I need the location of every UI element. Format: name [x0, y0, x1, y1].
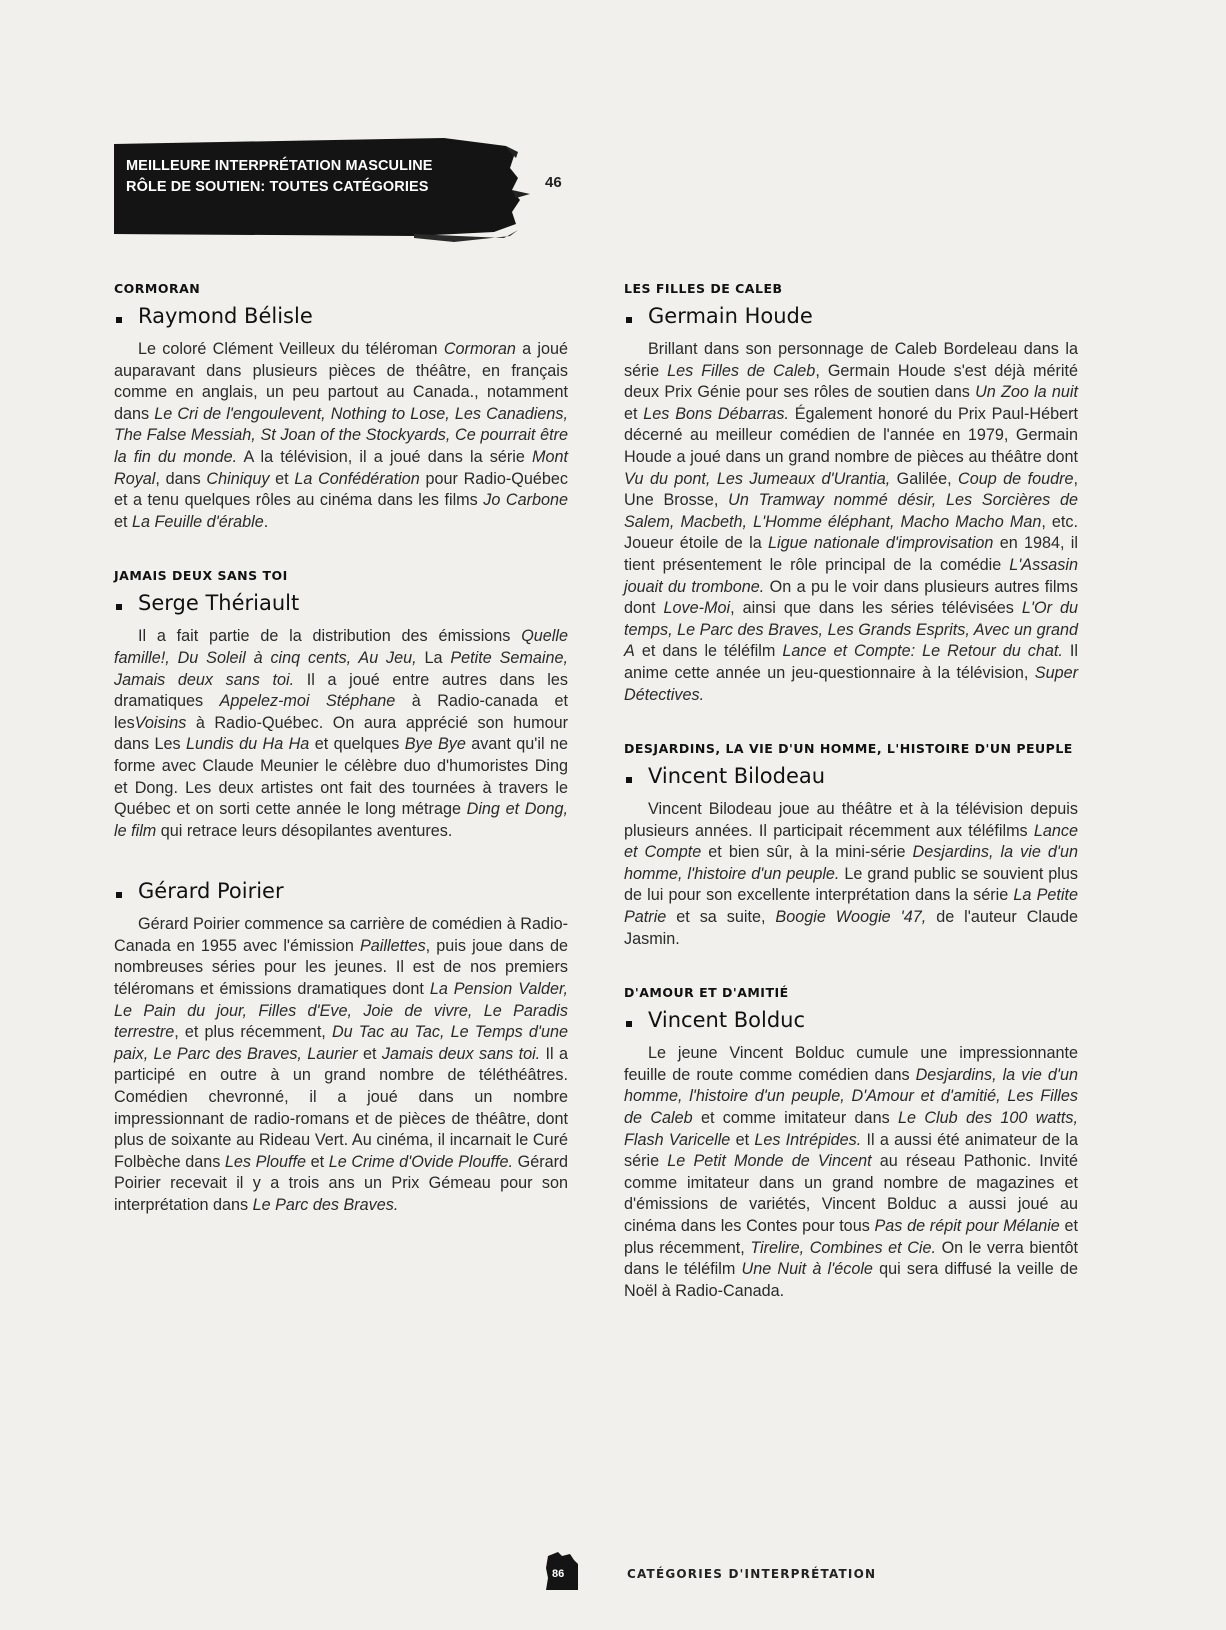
award-entry [624, 984, 1078, 1302]
actor-biography: Brillant dans son personnage de Caleb Bordeleau dans la série Les Filles de Caleb, Germain Houde s'est déjà mérité deux Prix Génie pour ses rôles de soutien dans Un Zoo la nuit et Les Bons Débarras. Également honoré du Prix Paul-Hébert décerné au meilleur comédien de l'année en 1979, Germain Houde a joué dans un grand nombre de pièces au théâtre dont Vu du pont, Les Jumeaux d'Urantia, Galilée, Coup de foudre, Une Brosse, Un Tramway nommé désir, Les Sorcières de Salem, Macbeth, L'Homme éléphant, Macho Macho Man, etc. Joueur étoile de la Ligue nationale d'improvisation en 1984, il tient présentement le rôle principal de la comédie L'Assasin jouait du trombone. On a pu le voir dans plusieurs autres films dont Love-Moi, ainsi que dans les séries télévisées L'Or du temps, Le Parc des Braves, Les Grands Esprits, Avec un grand A et dans le téléfilm Lance et Compte: Le Retour du chat. Il anime cette année un jeu-questionnaire à la télévision, Super Détectives. [624, 340, 1079, 704]
actor-name [624, 761, 1078, 791]
award-entry [624, 740, 1078, 950]
award-entry [624, 280, 1078, 706]
actor-biography: Il a fait partie de la distribution des émissions Quelle famille!, Du Soleil à cinq cents, Au Jeu, La Petite Semaine, Jamais deux sans toi. Il a joué entre autres dans les dramatiques Appelez-moi Stéphane à Radio-canada et lesVoisins à Radio-Québec. On aura apprécié son humour dans Les Lundis du Ha Ha et quelques Bye Bye avant qu'il ne forme avec Claude Meunier le célèbre duo d'humoristes Ding et Dong. Les deux artistes ont fait des tournées à travers le Québec et on sorti cette année le long métrage Ding et Dong, le film qui retrace leurs désopilantes aventures. [114, 627, 569, 840]
actor-name [114, 876, 568, 906]
square-bullet-icon [626, 777, 632, 783]
actor-name-text: Vincent Bolduc [648, 1008, 806, 1033]
show-title: CORMORAN [114, 281, 201, 296]
actor-biography: Vincent Bilodeau joue au théâtre et à la télévision depuis plusieurs années. Il participait récemment aux téléfilms Lance et Compte et bien sûr, à la mini-série Desjardins, la vie d'un homme, l'histoire d'un peuple. Le grand public se souvient plus de lui pour son excellente interprétation dans la série La Petite Patrie et sa suite, Boogie Woogie '47, de l'auteur Claude Jasmin. [624, 800, 1078, 948]
award-entry [114, 280, 568, 533]
actor-biography: Le coloré Clément Veilleux du téléroman Cormoran a joué auparavant dans plusieurs pièces de théâtre, en français comme en anglais, un peu partout au Canada., notamment dans Le Cri de l'engoulevent, Nothing to Lose, Les Canadiens, The False Messiah, St Joan of the Stockyards, Ce pourrait être la fin du monde. A la télévision, il a joué dans la série Mont Royal, dans Chiniquy et La Confédération pour Radio-Québec et a tenu quelques rôles au cinéma dans les films Jo Carbone et La Feuille d'érable. [114, 340, 569, 531]
actor-name-text: Raymond Bélisle [138, 304, 313, 328]
square-bullet-icon [116, 317, 122, 323]
actor-biography: Gérard Poirier commence sa carrière de comédien à Radio-Canada en 1955 avec l'émission Paillettes, puis joue dans de nombreuses séries pour les jeunes. Il est de nos premiers téléromans et émissions dramatiques dont La Pension Valder, Le Pain du jour, Filles d'Eve, Joie de vivre, Le Paradis terrestre, et plus récemment, Du Tac au Tac, Le Temps d'une paix, Le Parc des Braves, Laurier et Jamais deux sans toi. Il a participé en outre à un grand nombre de téléthéâtres. Comédien chevronné, il a joué dans un nombre impressionnant de radio-romans et de pièces de théâtre, dont plus de soixante au Rideau Vert. Au cinéma, il incarnait le Curé Folbèche dans Les Plouffe et Le Crime d'Ovide Plouffe. Gérard Poirier recevait il y a trois ans un Prix Gémeau pour son interprétation dans Le Parc des Braves. [114, 915, 568, 1214]
actor-name [624, 301, 1078, 331]
square-bullet-icon [626, 1021, 632, 1027]
actor-name-text: Serge Thériault [138, 591, 300, 616]
award-entry [114, 567, 568, 842]
actor-name-text: Gérard Poirier [138, 879, 284, 904]
actor-name [624, 1005, 1078, 1035]
left-column [114, 280, 568, 1251]
show-title: D'AMOUR ET D'AMITIÉ [624, 985, 789, 1001]
actor-name-text: Germain Houde [648, 304, 813, 328]
actor-name [114, 588, 568, 618]
show-title: LES FILLES DE CALEB [624, 281, 783, 296]
square-bullet-icon [626, 317, 632, 323]
header-title-line-2: RÔLE DE SOUTIEN: TOUTES CATÉGORIES [126, 179, 429, 195]
show-title: DESJARDINS, LA VIE D'UN HOMME, L'HISTOIRE D'UN PEUPLE [624, 741, 1073, 757]
header-title-line-1: MEILLEURE INTERPRÉTATION MASCULINE [126, 158, 433, 174]
actor-biography: Le jeune Vincent Bolduc cumule une impressionnante feuille de route comme comédien dans Desjardins, la vie d'un homme, l'histoire d'un peuple, D'Amour et d'amitié, Les Filles de Caleb et comme imitateur dans Le Club des 100 watts, Flash Varicelle et Les Intrépides. Il a aussi été animateur de la série Le Petit Monde de Vincent au réseau Pathonic. Invité comme imitateur dans un grand nombre de magazines et d'émissions de variétés, Vincent Bolduc a aussi joué au cinéma dans les Contes pour tous Pas de répit pour Mélanie et plus récemment, Tirelire, Combines et Cie. On le verra bientôt dans le téléfilm Une Nuit à l'école qui sera diffusé la veille de Noël à Radio-Canada. [624, 1044, 1079, 1300]
header-title [126, 156, 433, 198]
section-number: 46 [545, 174, 562, 191]
header-banner [114, 138, 532, 242]
actor-name-text: Vincent Bilodeau [648, 764, 826, 789]
page-number: 86 [552, 1568, 565, 1580]
square-bullet-icon [116, 892, 122, 898]
footer-section-label: CATÉGORIES D'INTERPRÉTATION [627, 1567, 877, 1581]
award-entry [114, 876, 568, 1216]
right-column [624, 280, 1078, 1336]
show-title: JAMAIS DEUX SANS TOI [114, 568, 288, 584]
actor-name [114, 301, 568, 331]
square-bullet-icon [116, 604, 122, 610]
